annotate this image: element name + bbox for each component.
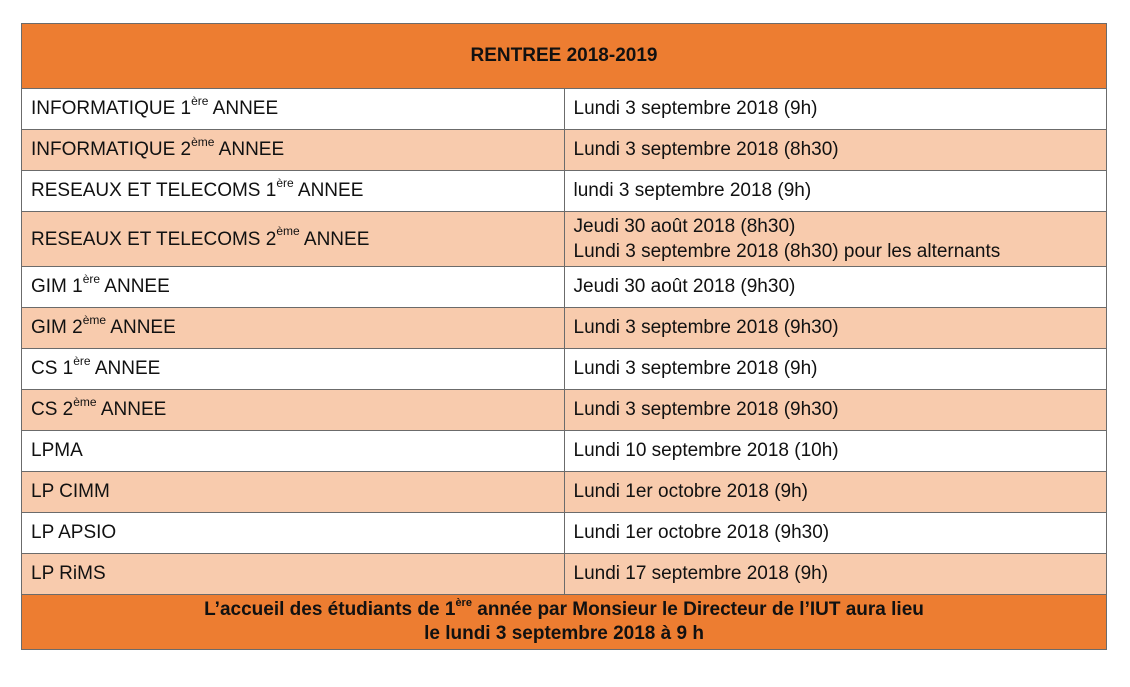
ordinal-suffix: ère <box>276 175 294 190</box>
ordinal-suffix: ère <box>82 271 101 286</box>
date-line: Lundi 10 septembre 2018 (10h) <box>573 440 839 461</box>
program-name: RESEAUX ET TELECOMS 2 <box>31 228 277 250</box>
ordinal-suffix: ème <box>73 394 97 409</box>
ordinal-suffix: ère <box>191 93 209 108</box>
ordinal-suffix: ère <box>73 353 91 368</box>
program-name: CS 2 <box>31 399 74 420</box>
title-row <box>22 24 1107 89</box>
date-line: Lundi 1er octobre 2018 (9h30) <box>573 522 830 543</box>
schedule-body <box>22 24 1107 650</box>
date-line: Jeudi 30 août 2018 (9h30) <box>573 276 796 297</box>
program-year-label: ANNEE <box>106 317 176 338</box>
ordinal-suffix: ème <box>276 224 300 239</box>
date-line: Lundi 3 septembre 2018 (9h) <box>573 98 818 119</box>
date-cell <box>564 89 1107 130</box>
footer-text: année par Monsieur le Directeur de l’IUT aura lieu <box>471 599 924 620</box>
date-line: Lundi 3 septembre 2018 (8h30) pour les alternants <box>573 241 1001 262</box>
program-cell <box>22 89 565 130</box>
program-year-label: ANNEE <box>90 358 161 379</box>
program-name: CS 1 <box>31 358 74 379</box>
date-line: Lundi 3 septembre 2018 (8h30) <box>573 139 839 160</box>
program-year-label: ANNEE <box>100 276 170 297</box>
date-line: Lundi 17 septembre 2018 (9h) <box>573 563 829 584</box>
program-cell <box>22 130 565 171</box>
program-year-label: ANNEE <box>299 228 370 250</box>
program-name: GIM 2 <box>31 317 83 338</box>
table-row <box>22 130 1107 171</box>
program-cell <box>22 554 565 595</box>
table-row <box>22 431 1107 472</box>
footer-text: L’accueil des étudiants de 1 <box>204 599 456 620</box>
program-name: INFORMATIQUE 1 <box>31 98 192 119</box>
program-cell <box>22 472 565 513</box>
date-line: Lundi 3 septembre 2018 (9h30) <box>573 399 839 420</box>
program-cell <box>22 171 565 212</box>
table-row <box>22 472 1107 513</box>
program-cell <box>22 212 565 267</box>
ordinal-suffix: ème <box>191 134 215 149</box>
table-row <box>22 390 1107 431</box>
table-row <box>22 212 1107 267</box>
date-cell <box>564 308 1107 349</box>
program-cell <box>22 431 565 472</box>
table-row <box>22 554 1107 595</box>
date-cell <box>564 431 1107 472</box>
program-cell <box>22 308 565 349</box>
date-cell <box>564 212 1107 267</box>
date-line: Lundi 3 septembre 2018 (9h30) <box>573 317 839 338</box>
table-row <box>22 267 1107 308</box>
program-cell <box>22 267 565 308</box>
date-line: Lundi 1er octobre 2018 (9h) <box>573 481 808 502</box>
program-name: RESEAUX ET TELECOMS 1 <box>31 180 277 201</box>
date-cell <box>564 390 1107 431</box>
date-cell <box>564 349 1107 390</box>
date-cell <box>564 513 1107 554</box>
program-year-label: ANNEE <box>96 399 167 420</box>
program-year-label: ANNEE <box>293 180 364 201</box>
date-cell <box>564 267 1107 308</box>
table-row <box>22 89 1107 130</box>
program-year-label: ANNEE <box>214 139 285 160</box>
ordinal-suffix: ère <box>455 596 472 609</box>
program-name: GIM 1 <box>31 276 83 297</box>
program-cell <box>22 390 565 431</box>
schedule-table <box>21 23 1107 650</box>
date-cell <box>564 171 1107 212</box>
date-cell <box>564 472 1107 513</box>
table-row <box>22 513 1107 554</box>
date-cell <box>564 554 1107 595</box>
program-name: LP RiMS <box>31 563 106 584</box>
program-cell <box>22 349 565 390</box>
program-name: LP CIMM <box>31 481 110 502</box>
footer-note <box>22 595 1107 650</box>
footer-line-2: le lundi 3 septembre 2018 à 9 h <box>424 623 704 644</box>
program-year-label: ANNEE <box>208 98 279 119</box>
program-name: INFORMATIQUE 2 <box>31 139 192 160</box>
program-name: LPMA <box>31 440 83 461</box>
footer-line-1 <box>31 598 1097 622</box>
program-cell <box>22 513 565 554</box>
date-line: Jeudi 30 août 2018 (8h30) <box>573 216 796 237</box>
date-line: Lundi 3 septembre 2018 (9h) <box>573 358 818 379</box>
table-row <box>22 171 1107 212</box>
program-name: LP APSIO <box>31 522 117 543</box>
ordinal-suffix: ème <box>82 312 107 327</box>
date-line: lundi 3 septembre 2018 (9h) <box>573 180 812 201</box>
table-row <box>22 349 1107 390</box>
table-row <box>22 308 1107 349</box>
page-title: RENTREE 2018-2019 <box>22 24 1107 89</box>
footer-row <box>22 595 1107 650</box>
date-cell <box>564 130 1107 171</box>
